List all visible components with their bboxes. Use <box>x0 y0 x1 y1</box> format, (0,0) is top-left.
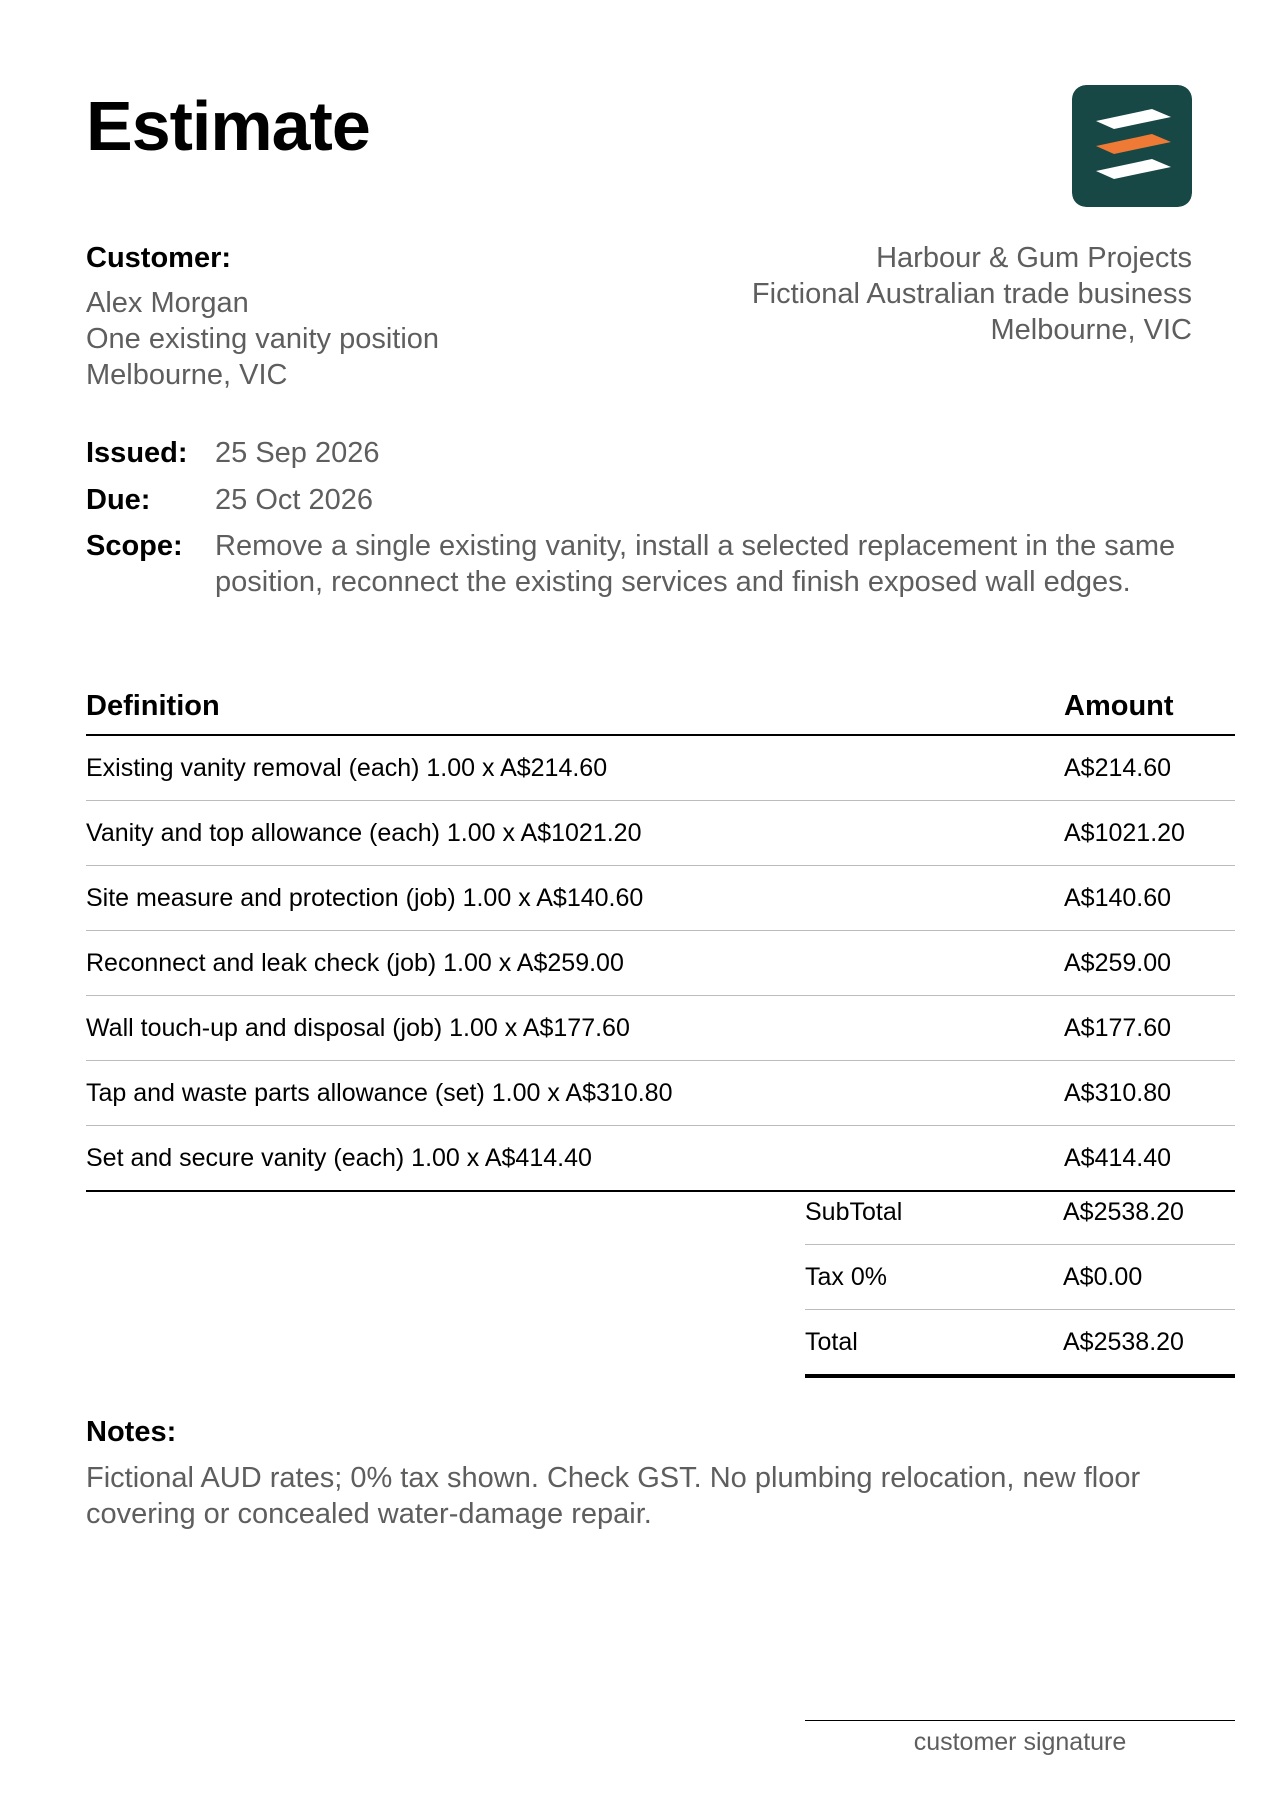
business-details <box>752 240 1192 348</box>
subtotal-label: SubTotal <box>805 1197 903 1226</box>
business-line-2: Fictional Australian trade business <box>751 278 1192 310</box>
tax-row <box>805 1245 1235 1310</box>
signature-label: customer signature <box>913 1728 1127 1756</box>
subtotal-row <box>805 1180 1235 1245</box>
business-line-3: Melbourne, VIC <box>990 314 1192 346</box>
table-row <box>86 1061 1235 1126</box>
total-label: Total <box>805 1327 858 1356</box>
document-title: Estimate <box>86 87 370 165</box>
row-amount: A$414.40 <box>1064 1143 1172 1172</box>
due-date: 25 Oct 2026 <box>215 484 373 516</box>
due-label: Due: <box>86 484 151 516</box>
definition-header: Definition <box>86 690 220 722</box>
issued-date: 25 Sep 2026 <box>215 437 380 469</box>
line-items-table <box>86 690 1235 1192</box>
notes-text: Fictional AUD rates; 0% tax shown. Check GST. No plumbing relocation, new floor covering or concealed water-damage repair. <box>86 1462 1141 1530</box>
signature-line <box>805 1720 1235 1721</box>
total-value: A$2538.20 <box>1063 1327 1184 1356</box>
issued-label: Issued: <box>86 437 188 469</box>
totals-block <box>805 1180 1235 1378</box>
due-row <box>86 482 1215 518</box>
customer-line-2: One existing vanity position <box>86 323 440 355</box>
table-row <box>86 801 1235 866</box>
row-definition: Set and secure vanity (each) 1.00 x A$414.40 <box>86 1143 592 1172</box>
row-definition: Site measure and protection (job) 1.00 x A$140.60 <box>86 883 644 912</box>
business-name: Harbour & Gum Projects <box>876 242 1192 274</box>
row-definition: Tap and waste parts allowance (set) 1.00 x A$310.80 <box>86 1078 673 1107</box>
row-definition: Wall touch-up and disposal (job) 1.00 x A$177.60 <box>86 1013 630 1042</box>
scope-label: Scope: <box>86 530 183 562</box>
row-amount: A$214.60 <box>1064 753 1172 782</box>
row-definition: Existing vanity removal (each) 1.00 x A$214.60 <box>86 753 608 782</box>
row-amount: A$259.00 <box>1064 948 1172 977</box>
table-header <box>86 690 1235 736</box>
customer-details <box>86 285 439 393</box>
notes-label: Notes: <box>86 1416 177 1448</box>
tax-value: A$0.00 <box>1063 1262 1143 1291</box>
customer-line-3: Melbourne, VIC <box>86 359 288 391</box>
row-amount: A$1021.20 <box>1064 818 1185 847</box>
customer-label: Customer: <box>86 242 232 274</box>
row-amount: A$140.60 <box>1064 883 1172 912</box>
customer-name: Alex Morgan <box>86 287 249 319</box>
scope-text: Remove a single existing vanity, install a selected replacement in the same position, reconnect the existing services and finish exposed wall edges. <box>215 530 1176 598</box>
table-row <box>86 931 1235 996</box>
table-row <box>86 996 1235 1061</box>
row-definition: Reconnect and leak check (job) 1.00 x A$259.00 <box>86 948 624 977</box>
tax-label: Tax 0% <box>805 1262 887 1291</box>
subtotal-value: A$2538.20 <box>1063 1197 1184 1226</box>
scope-row <box>86 528 1215 600</box>
table-row <box>86 736 1235 801</box>
stacked-layers-logo <box>1072 85 1192 207</box>
row-definition: Vanity and top allowance (each) 1.00 x A$1021.20 <box>86 818 642 847</box>
total-row <box>805 1310 1235 1378</box>
row-amount: A$177.60 <box>1064 1013 1172 1042</box>
row-amount: A$310.80 <box>1064 1078 1172 1107</box>
issued-row <box>86 435 1215 471</box>
amount-header: Amount <box>1064 690 1174 722</box>
table-row <box>86 866 1235 931</box>
